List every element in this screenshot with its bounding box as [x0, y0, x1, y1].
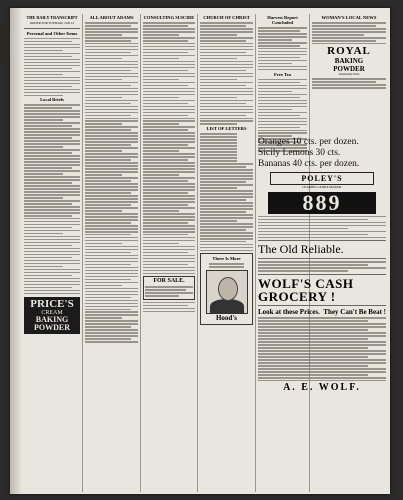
prices-baking-powder-ad [24, 297, 80, 334]
oranges-line: Oranges 10 cts. per dozen. [258, 137, 359, 147]
column-2-heading: ALL ABOUT ADAMS [89, 15, 134, 20]
column-4-heading: CHURCH OF CHRIST [203, 15, 250, 20]
there-is-more: There Is More [212, 256, 241, 262]
poley-sign: POLEY'S [270, 172, 374, 185]
column-1-subheading: Local Briefs [40, 97, 64, 103]
poley-subtitle: LEADING CANDY-MAKER. [302, 185, 342, 189]
column-1-heading: Personal and Other Items [26, 30, 78, 36]
old-reliable: The Old Reliable. [258, 242, 344, 257]
masthead-subtitle: ORDER FOR TUESDAY, JAN 12 [29, 21, 75, 25]
column-6 [312, 14, 386, 136]
column-1 [24, 14, 80, 494]
for-sale-heading: FOR SALE. [153, 278, 185, 285]
portrait-illustration [206, 270, 248, 314]
royal-baking: BAKING [334, 56, 364, 65]
prices-baking: BAKING [35, 315, 69, 325]
prices-word: PRICE'S [30, 298, 74, 311]
wolf-grocery-title: WOLF'S CASH GROCERY ! [258, 275, 354, 304]
column-2 [85, 14, 138, 494]
bananas-line: Bananas 40 cts. per dozen. [258, 159, 360, 169]
ae-wolf-signature: A. E. WOLF. [283, 382, 361, 394]
royal-baking-powder-ad [312, 46, 386, 77]
royal-note: Absolutely Pure [338, 71, 360, 76]
phone-number: 889 [268, 192, 376, 214]
for-sale-ad [143, 276, 195, 300]
lemons-line: Sicily Lemons 30 cts. [258, 148, 341, 158]
column-3-heading: CONSULTING SUICIDE [143, 15, 195, 20]
look-prices: Look at these Prices. [258, 307, 320, 316]
prices-powder: POWDER [34, 323, 70, 333]
hoods-label: Hood's [215, 313, 237, 322]
prices-cream: CREAM [41, 310, 63, 317]
cant-be-beat: They Can't Be Beat ! [323, 307, 386, 316]
column-3 [143, 14, 195, 494]
hoods-sarsaparilla-ad [200, 253, 253, 324]
royal-word: ROYAL [327, 44, 371, 57]
masthead-title: THE DAILY TRANSCRIPT [26, 15, 78, 20]
column-5-heading: Harvest Report Concluded [267, 15, 298, 25]
page-binding [10, 8, 22, 494]
column-6-heading: WOMAN'S LOCAL NEWS [321, 15, 377, 20]
column-4 [200, 14, 253, 494]
column-4-subheading: LIST OF LETTERS [206, 126, 247, 132]
ad-section [258, 137, 386, 494]
royal-powder: POWDER [333, 64, 365, 73]
scanner-thumb [0, 24, 9, 64]
column-5-subheading: Free Tea [274, 71, 291, 77]
